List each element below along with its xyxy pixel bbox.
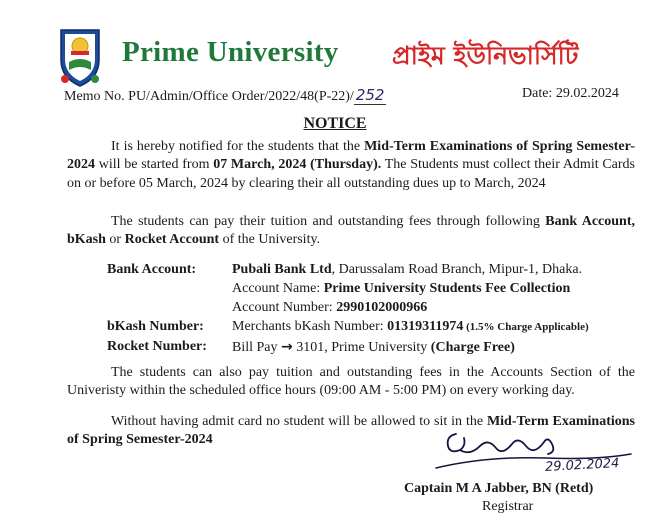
account-name-row [232,281,570,297]
p4-text-a: Without having admit card no student will be allowed to sit in the [111,414,487,429]
memo-number [64,86,386,105]
p2-text-e: of the University. [219,232,321,248]
p1-text-c: will be started from [95,157,214,173]
p1-exam-name: Mid-Term Examinations of Spring Semester-2024 [67,139,635,173]
paragraph-payment-methods [67,213,635,250]
account-number: 2990102000966 [336,300,428,315]
bank-account-label: Bank Account: [107,262,197,277]
arrow-right-icon: → [281,339,293,355]
bank-account-value [232,262,582,278]
memo-prefix: Memo No. PU/Admin/Office Order/2022/48(P-22)/ [64,89,354,104]
bkash-prefix: Merchants bKash Number: [232,319,388,334]
memo-handwritten-number: 252 [355,86,385,104]
university-name-english: Prime University [122,36,339,68]
p1-exam-start-date: 07 March, 2024 (Thursday). [213,157,382,173]
university-name-bangla: প্রাইম ইউনিভার্সিটি [392,41,579,70]
paragraph-exam-schedule [67,138,635,193]
p1-text-e: The Students must collect their Admit Cards on or before 05 March, 2024 by clearing their all outstanding dues up to March, 2024 [67,157,636,191]
bkash-label: bKash Number: [107,319,204,334]
bank-name: Pubali Bank Ltd [232,262,332,277]
account-name-label: Account Name: [232,281,324,296]
signer-title: Registrar [482,499,534,514]
notice-date: Date: 29.02.2024 [522,86,619,101]
rocket-prefix: Bill Pay [232,340,282,355]
notice-title: NOTICE [303,115,367,132]
bkash-value [232,319,589,335]
university-logo-icon [57,26,103,88]
p4-exam-name: Mid-Term Examinations of Spring Semester-2024 [67,414,636,448]
bkash-charge-note: (1.5% Charge Applicable) [463,321,589,333]
p2-bank-bkash: Bank Account, bKash [67,214,635,248]
p2-text-c: or [105,232,125,248]
signature-icon [426,428,636,480]
signer-name: Captain M A Jabber, BN (Retd) [404,481,594,496]
p1-text-a: It is hereby notified for the students that the [111,139,365,154]
account-name: Prime University Students Fee Collection [323,281,571,296]
account-number-row [232,300,427,316]
rocket-charge-note: (Charge Free) [430,340,515,355]
paragraph-accounts-section: The students can also pay tuition and outstanding fees in the Accounts Section of the Univeristy within the scheduled office hours (09:00 AM - 5:00 PM) on every working day. [67,365,635,399]
rocket-label: Rocket Number: [107,339,207,354]
bkash-number: 01319311974 [387,319,464,334]
p2-rocket: Rocket Account [124,232,220,248]
rocket-value [232,339,515,356]
rocket-bill-pay: 3101, Prime University [292,340,431,355]
signature-date: 29.02.2024 [544,456,620,475]
account-number-label: Account Number: [232,300,337,315]
p2-text-a: The students can pay their tuition and outstanding fees through following [111,214,546,229]
bank-branch: , Darussalam Road Branch, Mipur-1, Dhaka. [331,262,583,277]
